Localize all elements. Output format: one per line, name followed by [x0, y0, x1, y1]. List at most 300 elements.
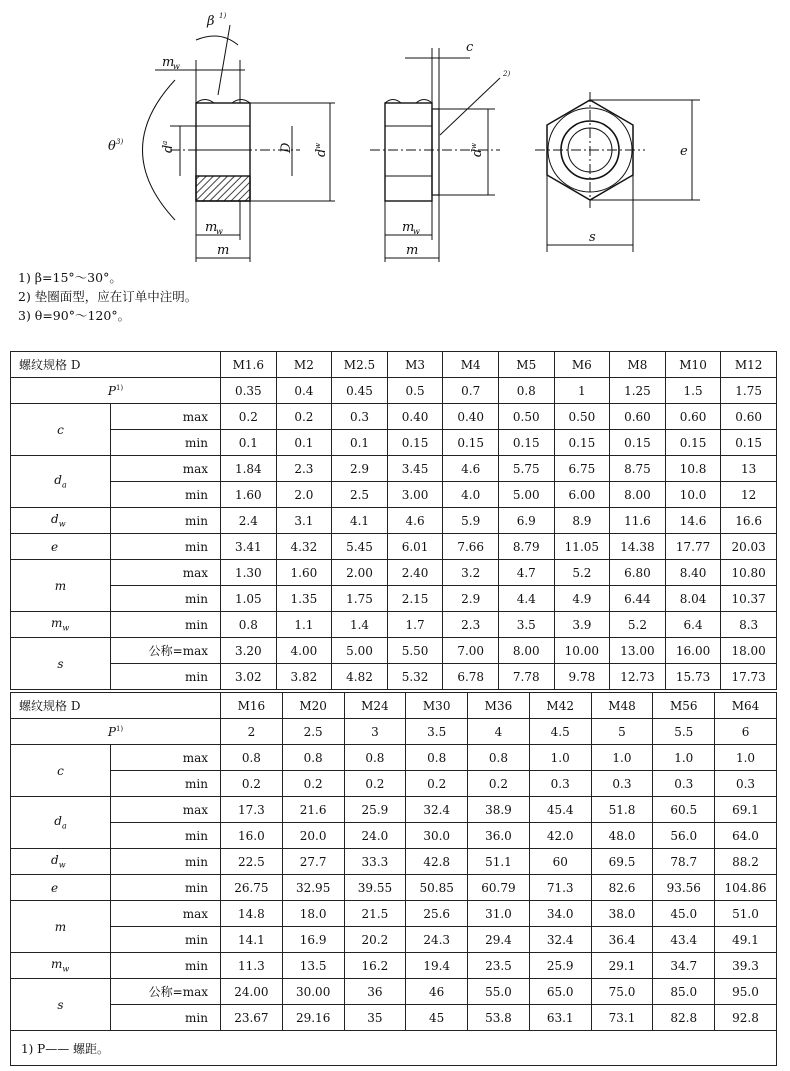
- value-cell: 0.2: [468, 771, 530, 797]
- value-cell: 0.60: [721, 404, 777, 430]
- size-header: M2.5: [332, 352, 388, 378]
- size-header: M24: [344, 693, 406, 719]
- value-cell: 1.1: [276, 612, 332, 638]
- value-cell: 23.5: [468, 953, 530, 979]
- note2-ref: 2): [503, 70, 511, 78]
- table-row: [11, 508, 777, 534]
- value-cell: 6.9: [498, 508, 554, 534]
- value-cell: 2.3: [443, 612, 499, 638]
- table-row: [11, 430, 777, 456]
- table-row: [11, 875, 777, 901]
- value-cell: 2.40: [387, 560, 443, 586]
- value-cell: 3.45: [387, 456, 443, 482]
- row-tag: min: [111, 664, 221, 690]
- value-cell: 0.15: [443, 430, 499, 456]
- value-cell: 0.2: [221, 771, 283, 797]
- value-cell: 5.00: [332, 638, 388, 664]
- value-cell: 5.32: [387, 664, 443, 690]
- value-cell: 0.40: [387, 404, 443, 430]
- size-header: M64: [715, 693, 777, 719]
- value-cell: 0.2: [406, 771, 468, 797]
- e-label: e: [680, 144, 688, 159]
- value-cell: 1.05: [221, 586, 277, 612]
- table-row: [11, 745, 777, 771]
- size-header: M6: [554, 352, 610, 378]
- value-cell: 12.73: [610, 664, 666, 690]
- value-cell: 13.5: [282, 953, 344, 979]
- value-cell: 45: [406, 1005, 468, 1031]
- value-cell: 14.8: [221, 901, 283, 927]
- value-cell: 11.05: [554, 534, 610, 560]
- row-tag: min: [111, 534, 221, 560]
- value-cell: 1.60: [221, 482, 277, 508]
- c-label: c: [466, 40, 474, 55]
- value-cell: 0.15: [498, 430, 554, 456]
- value-cell: 0.4: [276, 378, 332, 404]
- value-cell: 3.00: [387, 482, 443, 508]
- table-row: [11, 586, 777, 612]
- row-tag: min: [111, 482, 221, 508]
- value-cell: 1.5: [665, 378, 721, 404]
- table-row: [11, 953, 777, 979]
- value-cell: 73.1: [591, 1005, 653, 1031]
- top-view: [535, 92, 700, 252]
- value-cell: 0.7: [443, 378, 499, 404]
- value-cell: 1.84: [221, 456, 277, 482]
- value-cell: 3.2: [443, 560, 499, 586]
- value-cell: 14.1: [221, 927, 283, 953]
- size-header: M10: [665, 352, 721, 378]
- param-label: m: [11, 901, 111, 953]
- value-cell: 5.45: [332, 534, 388, 560]
- param-label: $d_a$: [11, 797, 111, 849]
- value-cell: 6.78: [443, 664, 499, 690]
- value-cell: 13.00: [610, 638, 666, 664]
- value-cell: 42.0: [529, 823, 591, 849]
- value-cell: 2.5: [332, 482, 388, 508]
- value-cell: 0.1: [276, 430, 332, 456]
- value-cell: 6.01: [387, 534, 443, 560]
- value-cell: 5.9: [443, 508, 499, 534]
- value-cell: 1.35: [276, 586, 332, 612]
- value-cell: 0.3: [715, 771, 777, 797]
- row-tag: min: [111, 430, 221, 456]
- value-cell: 46: [406, 979, 468, 1005]
- row-tag: 公称=max: [111, 638, 221, 664]
- value-cell: 55.0: [468, 979, 530, 1005]
- value-cell: 51.0: [715, 901, 777, 927]
- value-cell: 39.55: [344, 875, 406, 901]
- theta-label: θ: [108, 139, 116, 154]
- value-cell: 16.2: [344, 953, 406, 979]
- value-cell: 0.50: [498, 404, 554, 430]
- value-cell: 20.03: [721, 534, 777, 560]
- value-cell: 4: [468, 719, 530, 745]
- value-cell: 45.4: [529, 797, 591, 823]
- value-cell: 38.9: [468, 797, 530, 823]
- size-header: M5: [498, 352, 554, 378]
- value-cell: 0.40: [443, 404, 499, 430]
- table-row: [11, 771, 777, 797]
- value-cell: 1.4: [332, 612, 388, 638]
- D-label: D: [279, 142, 294, 153]
- value-cell: 32.4: [529, 927, 591, 953]
- value-cell: 0.45: [332, 378, 388, 404]
- value-cell: 63.1: [529, 1005, 591, 1031]
- value-cell: 0.3: [529, 771, 591, 797]
- row-tag: min: [111, 1005, 221, 1031]
- value-cell: 49.1: [715, 927, 777, 953]
- value-cell: 78.7: [653, 849, 715, 875]
- table-row: [11, 404, 777, 430]
- value-cell: 2.0: [276, 482, 332, 508]
- value-cell: 0.8: [468, 745, 530, 771]
- row-tag: max: [111, 797, 221, 823]
- row-tag: max: [111, 404, 221, 430]
- size-header: M42: [529, 693, 591, 719]
- value-cell: 1: [554, 378, 610, 404]
- value-cell: 104.86: [715, 875, 777, 901]
- value-cell: 3.82: [276, 664, 332, 690]
- value-cell: 4.6: [387, 508, 443, 534]
- row-tag: min: [111, 927, 221, 953]
- value-cell: 42.8: [406, 849, 468, 875]
- value-cell: 21.6: [282, 797, 344, 823]
- value-cell: 51.8: [591, 797, 653, 823]
- param-label: e: [11, 875, 111, 901]
- note-3: 3) θ=90°～120°。: [18, 308, 131, 323]
- value-cell: 82.8: [653, 1005, 715, 1031]
- value-cell: 15.73: [665, 664, 721, 690]
- value-cell: 8.00: [498, 638, 554, 664]
- value-cell: 2.15: [387, 586, 443, 612]
- value-cell: 32.4: [406, 797, 468, 823]
- value-cell: 95.0: [715, 979, 777, 1005]
- value-cell: 10.00: [554, 638, 610, 664]
- param-label: s: [11, 979, 111, 1031]
- value-cell: 60.5: [653, 797, 715, 823]
- value-cell: 4.9: [554, 586, 610, 612]
- row-tag: min: [111, 953, 221, 979]
- table-row: [11, 797, 777, 823]
- param-label: $P^{1)}$: [11, 719, 221, 745]
- value-cell: 1.0: [591, 745, 653, 771]
- value-cell: 1.0: [653, 745, 715, 771]
- param-label: e: [11, 534, 111, 560]
- da-label: d: [161, 144, 176, 153]
- value-cell: 51.1: [468, 849, 530, 875]
- value-cell: 8.75: [610, 456, 666, 482]
- value-cell: 6.4: [665, 612, 721, 638]
- nut-drawing-svg: [0, 0, 790, 262]
- value-cell: 0.8: [221, 745, 283, 771]
- value-cell: 0.60: [610, 404, 666, 430]
- mw-top-label: m: [162, 55, 175, 70]
- value-cell: 5: [591, 719, 653, 745]
- value-cell: 2.00: [332, 560, 388, 586]
- value-cell: 8.79: [498, 534, 554, 560]
- svg-text:1): 1): [219, 12, 227, 20]
- value-cell: 1.60: [276, 560, 332, 586]
- value-cell: 2: [221, 719, 283, 745]
- value-cell: 33.3: [344, 849, 406, 875]
- value-cell: 24.3: [406, 927, 468, 953]
- value-cell: 25.9: [529, 953, 591, 979]
- size-header: M20: [282, 693, 344, 719]
- value-cell: 5.2: [610, 612, 666, 638]
- value-cell: 8.9: [554, 508, 610, 534]
- beta-label: β: [207, 14, 215, 29]
- size-header: M12: [721, 352, 777, 378]
- svg-text:w: w: [314, 143, 322, 149]
- m-label: m: [217, 243, 230, 258]
- value-cell: 69.5: [591, 849, 653, 875]
- param-label: $P^{1)}$: [11, 378, 221, 404]
- note-2: 2) 垫圈面型，应在订单中注明。: [18, 289, 198, 304]
- value-cell: 5.50: [387, 638, 443, 664]
- size-header: M3: [387, 352, 443, 378]
- value-cell: 0.1: [221, 430, 277, 456]
- value-cell: 29.16: [282, 1005, 344, 1031]
- value-cell: 6.75: [554, 456, 610, 482]
- value-cell: 43.4: [653, 927, 715, 953]
- footnote: 1) P—— 螺距。: [11, 1031, 777, 1066]
- table-row: [11, 612, 777, 638]
- value-cell: 14.38: [610, 534, 666, 560]
- table-row: [11, 638, 777, 664]
- value-cell: 20.0: [282, 823, 344, 849]
- param-label: s: [11, 638, 111, 690]
- table-header-row: [11, 693, 777, 719]
- value-cell: 8.3: [721, 612, 777, 638]
- value-cell: 48.0: [591, 823, 653, 849]
- value-cell: 24.00: [221, 979, 283, 1005]
- value-cell: 0.5: [387, 378, 443, 404]
- value-cell: 45.0: [653, 901, 715, 927]
- row-tag: max: [111, 745, 221, 771]
- value-cell: 19.4: [406, 953, 468, 979]
- size-header: M30: [406, 693, 468, 719]
- svg-text:3): 3): [116, 138, 124, 146]
- value-cell: 0.8: [498, 378, 554, 404]
- value-cell: 0.2: [282, 771, 344, 797]
- table-row: [11, 979, 777, 1005]
- value-cell: 0.15: [554, 430, 610, 456]
- value-cell: 1.0: [715, 745, 777, 771]
- value-cell: 60: [529, 849, 591, 875]
- value-cell: 2.4: [221, 508, 277, 534]
- size-header: M56: [653, 693, 715, 719]
- value-cell: 0.2: [221, 404, 277, 430]
- value-cell: 4.5: [529, 719, 591, 745]
- size-header: M48: [591, 693, 653, 719]
- value-cell: 16.9: [282, 927, 344, 953]
- value-cell: 3.41: [221, 534, 277, 560]
- value-cell: 30.00: [282, 979, 344, 1005]
- value-cell: 5.00: [498, 482, 554, 508]
- value-cell: 6.00: [554, 482, 610, 508]
- value-cell: 20.2: [344, 927, 406, 953]
- row-tag: max: [111, 901, 221, 927]
- value-cell: 1.25: [610, 378, 666, 404]
- value-cell: 31.0: [468, 901, 530, 927]
- value-cell: 27.7: [282, 849, 344, 875]
- value-cell: 30.0: [406, 823, 468, 849]
- dw-label: d: [314, 148, 329, 157]
- value-cell: 60.79: [468, 875, 530, 901]
- param-label: $d_w$: [11, 849, 111, 875]
- value-cell: 0.15: [610, 430, 666, 456]
- value-cell: 36.0: [468, 823, 530, 849]
- value-cell: 34.0: [529, 901, 591, 927]
- value-cell: 36.4: [591, 927, 653, 953]
- value-cell: 92.8: [715, 1005, 777, 1031]
- value-cell: 18.0: [282, 901, 344, 927]
- value-cell: 10.37: [721, 586, 777, 612]
- value-cell: 5.2: [554, 560, 610, 586]
- size-header: M8: [610, 352, 666, 378]
- value-cell: 71.3: [529, 875, 591, 901]
- row-tag: min: [111, 849, 221, 875]
- value-cell: 3: [344, 719, 406, 745]
- footnote-row: [11, 1031, 777, 1066]
- value-cell: 3.1: [276, 508, 332, 534]
- value-cell: 56.0: [653, 823, 715, 849]
- value-cell: 10.0: [665, 482, 721, 508]
- value-cell: 75.0: [591, 979, 653, 1005]
- param-label: c: [11, 745, 111, 797]
- value-cell: 0.1: [332, 430, 388, 456]
- value-cell: 38.0: [591, 901, 653, 927]
- value-cell: 6.80: [610, 560, 666, 586]
- value-cell: 8.40: [665, 560, 721, 586]
- value-cell: 11.6: [610, 508, 666, 534]
- value-cell: 16.00: [665, 638, 721, 664]
- mw-bottom-label: m: [205, 220, 218, 235]
- row-tag: min: [111, 612, 221, 638]
- table-row: [11, 664, 777, 690]
- param-label: $m_w$: [11, 953, 111, 979]
- value-cell: 34.7: [653, 953, 715, 979]
- param-label: $m_w$: [11, 612, 111, 638]
- note-1: 1) β=15°～30°。: [18, 270, 122, 285]
- value-cell: 21.5: [344, 901, 406, 927]
- value-cell: 39.3: [715, 953, 777, 979]
- value-cell: 8.00: [610, 482, 666, 508]
- value-cell: 26.75: [221, 875, 283, 901]
- spec-table-large: [10, 692, 777, 1066]
- value-cell: 0.8: [282, 745, 344, 771]
- svg-text:w: w: [173, 62, 180, 71]
- value-cell: 3.9: [554, 612, 610, 638]
- row-tag: min: [111, 823, 221, 849]
- value-cell: 5.75: [498, 456, 554, 482]
- svg-text:w: w: [470, 143, 478, 149]
- value-cell: 4.82: [332, 664, 388, 690]
- table-row: [11, 456, 777, 482]
- value-cell: 4.32: [276, 534, 332, 560]
- value-cell: 2.9: [332, 456, 388, 482]
- value-cell: 32.95: [282, 875, 344, 901]
- value-cell: 0.2: [344, 771, 406, 797]
- value-cell: 0.15: [387, 430, 443, 456]
- value-cell: 6: [715, 719, 777, 745]
- table-row: [11, 560, 777, 586]
- value-cell: 3.5: [498, 612, 554, 638]
- value-cell: 22.5: [221, 849, 283, 875]
- value-cell: 64.0: [715, 823, 777, 849]
- value-cell: 50.85: [406, 875, 468, 901]
- param-label: m: [11, 560, 111, 612]
- value-cell: 0.35: [221, 378, 277, 404]
- value-cell: 10.80: [721, 560, 777, 586]
- value-cell: 11.3: [221, 953, 283, 979]
- value-cell: 4.1: [332, 508, 388, 534]
- value-cell: 13: [721, 456, 777, 482]
- size-header: M1.6: [221, 352, 277, 378]
- value-cell: 4.4: [498, 586, 554, 612]
- table-row: [11, 927, 777, 953]
- value-cell: 12: [721, 482, 777, 508]
- value-cell: 17.73: [721, 664, 777, 690]
- table-row: [11, 1005, 777, 1031]
- table-row: [11, 482, 777, 508]
- value-cell: 9.78: [554, 664, 610, 690]
- value-cell: 0.3: [332, 404, 388, 430]
- size-header: M4: [443, 352, 499, 378]
- table-row: [11, 849, 777, 875]
- size-header: M36: [468, 693, 530, 719]
- value-cell: 88.2: [715, 849, 777, 875]
- table-row: [11, 378, 777, 404]
- value-cell: 1.30: [221, 560, 277, 586]
- s-label: s: [589, 230, 596, 245]
- value-cell: 29.4: [468, 927, 530, 953]
- value-cell: 2.3: [276, 456, 332, 482]
- value-cell: 29.1: [591, 953, 653, 979]
- value-cell: 1.0: [529, 745, 591, 771]
- svg-text:w: w: [216, 227, 223, 236]
- row-tag: min: [111, 508, 221, 534]
- row-tag: max: [111, 456, 221, 482]
- value-cell: 93.56: [653, 875, 715, 901]
- table-row: [11, 719, 777, 745]
- value-cell: 0.8: [344, 745, 406, 771]
- svg-text:w: w: [413, 227, 420, 236]
- row-tag: 公称=max: [111, 979, 221, 1005]
- value-cell: 4.6: [443, 456, 499, 482]
- value-cell: 25.6: [406, 901, 468, 927]
- value-cell: 53.8: [468, 1005, 530, 1031]
- value-cell: 14.6: [665, 508, 721, 534]
- m2-label: m: [406, 243, 419, 258]
- notes: [18, 268, 197, 325]
- value-cell: 0.8: [406, 745, 468, 771]
- value-cell: 10.8: [665, 456, 721, 482]
- value-cell: 0.50: [554, 404, 610, 430]
- mw2-label: m: [402, 220, 415, 235]
- param-label: $d_w$: [11, 508, 111, 534]
- value-cell: 0.15: [721, 430, 777, 456]
- value-cell: 5.5: [653, 719, 715, 745]
- value-cell: 0.3: [653, 771, 715, 797]
- value-cell: 23.67: [221, 1005, 283, 1031]
- row-tag: min: [111, 586, 221, 612]
- dw2-label: d: [470, 148, 485, 157]
- value-cell: 7.78: [498, 664, 554, 690]
- value-cell: 3.20: [221, 638, 277, 664]
- value-cell: 24.0: [344, 823, 406, 849]
